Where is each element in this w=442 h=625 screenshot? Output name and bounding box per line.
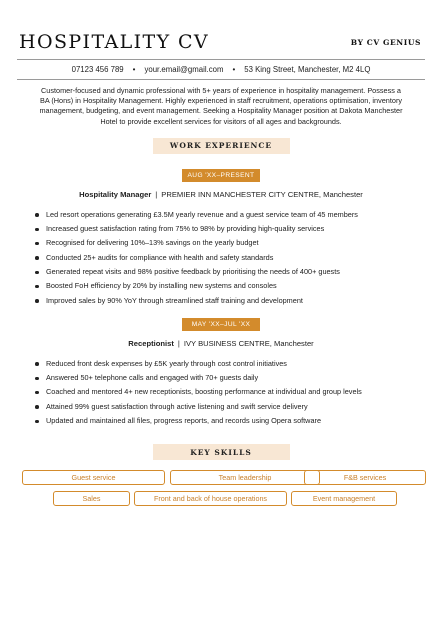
job-achievements-list — [16, 357, 426, 428]
key-skills-grid — [16, 470, 426, 530]
contact-separator-dot: • — [232, 65, 236, 74]
list-item: Updated and maintained all files, progress reports, and records using Opera software — [35, 414, 426, 428]
cv-header — [16, 0, 426, 56]
skill-tag: Team leadership — [170, 470, 320, 485]
contact-email: your.email@gmail.com — [144, 65, 224, 74]
contact-separator-dot: • — [132, 65, 136, 74]
work-experience-heading: WORK EXPERIENCE — [153, 138, 290, 154]
list-item: Answered 50+ telephone calls and engaged with 70+ guests daily — [35, 371, 426, 385]
professional-summary: Customer-focused and dynamic professional with 5+ years of experience in hospitality management. Possess a BA (Hons) in Hospitality Management. Highly experienced in staff recruitment, operations optimisation, inventory management, budgeting, and event management. Seeking a Hospitality Manager position at Dakota Manchester Hotel to provide excellent services for visitors of all ages and backgrounds. — [39, 86, 403, 126]
skill-tag: F&B services — [304, 470, 426, 485]
list-item: Increased guest satisfaction rating from 75% to 98% by providing high-quality services — [35, 222, 426, 236]
contact-line — [16, 60, 426, 79]
job-separator: | — [177, 338, 180, 348]
list-item: Recognised for delivering 10%–13% savings on the yearly budget — [35, 236, 426, 250]
job-dates-badge: MAY 'XX–JUL 'XX — [182, 318, 260, 331]
list-item: Boosted FoH efficiency by 20% by installing new systems and consoles — [35, 279, 426, 293]
skill-tag: Front and back of house operations — [134, 491, 287, 506]
job-title: Receptionist — [128, 338, 174, 348]
job-role-line — [16, 339, 426, 348]
key-skills-heading: KEY SKILLS — [153, 444, 290, 460]
job-separator: | — [155, 189, 158, 199]
contact-divider — [17, 79, 425, 80]
list-item: Led resort operations generating £3.5M yearly revenue and a guest service team of 45 members — [35, 208, 426, 222]
skill-tag: Event management — [291, 491, 397, 506]
job-employer: PREMIER INN MANCHESTER CITY CENTRE, Manchester — [161, 189, 363, 199]
list-item: Reduced front desk expenses by £5K yearly through cost control initiatives — [35, 357, 426, 371]
list-item: Coached and mentored 4+ new receptionists, boosting performance at individual and group levels — [35, 385, 426, 399]
list-item: Attained 99% guest satisfaction through active listening and swift service delivery — [35, 400, 426, 414]
job-title: Hospitality Manager — [79, 189, 152, 199]
cv-title: HOSPITALITY CV — [19, 31, 210, 53]
skill-tag: Guest service — [22, 470, 165, 485]
contact-phone: 07123 456 789 — [71, 65, 124, 74]
job-employer: IVY BUSINESS CENTRE, Manchester — [183, 338, 314, 348]
contact-address: 53 King Street, Manchester, M2 4LQ — [244, 65, 371, 74]
byline: BY CV GENIUS — [350, 37, 421, 47]
list-item: Conducted 25+ audits for compliance with health and safety standards — [35, 251, 426, 265]
job-role-line — [16, 190, 426, 199]
job-dates-badge: AUG 'XX–PRESENT — [182, 169, 260, 182]
list-item: Improved sales by 90% YoY through streamlined staff training and development — [35, 294, 426, 308]
skill-tag: Sales — [53, 491, 130, 506]
list-item: Generated repeat visits and 98% positive feedback by prioritising the needs of 400+ guests — [35, 265, 426, 279]
job-achievements-list — [16, 208, 426, 308]
